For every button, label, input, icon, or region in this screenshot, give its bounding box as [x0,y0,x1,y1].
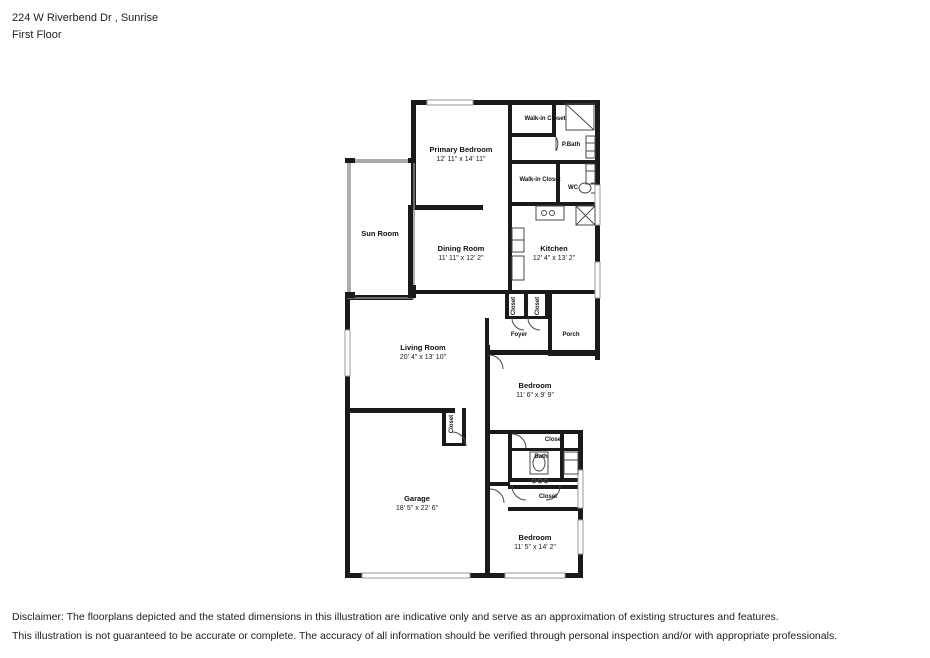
floor-label: First Floor [12,29,62,42]
room-name: Bath [534,453,548,460]
room-dimension: 12' 11" x 14' 11" [436,156,486,164]
disclaimer-line-2: This illustration is not guaranteed to be accurate or complete. The accuracy of all information should be verified through personal inspection and/or with appropriate professionals. [12,630,838,643]
room-name: WC [568,184,578,191]
room-name: Closet [448,414,455,434]
room-label [514,533,556,553]
room-label [533,244,575,264]
room-label [524,115,565,123]
room-label [519,176,560,184]
room-name: Closet [510,296,517,316]
disclaimer [12,608,918,647]
room-name: Dining Room [437,244,485,254]
room-label [396,494,438,514]
room-dimension: 11' 6" x 9' 9" [516,392,554,400]
room-name: Walk-in Closet [524,115,566,122]
room-name: Sun Room [361,228,399,238]
disclaimer-line-1: Disclaimer: The floorplans depicted and the stated dimensions in this illustration are indicative only and serve as an approximation of existing structures and features. [12,611,779,623]
room-label [562,331,579,339]
room-label [516,381,554,401]
room-label [562,141,580,149]
room-label [361,229,399,239]
room-label [430,145,493,165]
room-dimension: 12' 4" x 13' 2" [532,255,576,263]
room-dimension: 20' 4" x 13' 10" [399,354,447,362]
room-label [438,244,485,264]
room-name: Closet [534,296,541,316]
room-name: Bedroom [518,533,552,543]
room-name: Primary Bedroom [429,145,493,155]
room-name: Bedroom [518,381,552,391]
room-label [539,493,557,501]
room-name: Foyer [510,331,528,338]
room-label [534,297,542,315]
room-label [510,297,518,315]
room-label [545,436,563,444]
room-name: Garage [404,494,430,504]
room-name: Closet [544,436,564,443]
room-name: Closet [538,493,558,500]
room-name: Living Room [400,343,446,353]
room-label [511,331,527,339]
room-dimension: 18' 5" x 22' 6" [395,505,439,513]
room-name: Walk-in Closet [519,176,561,183]
room-label [568,184,578,192]
room-label [400,343,446,363]
room-label [448,415,456,433]
property-address: 224 W Riverbend Dr , Sunrise [12,12,159,24]
room-name: Porch [562,331,580,338]
room-dimension: 11' 11" x 12' 2" [438,255,484,263]
room-name: Kitchen [540,244,568,254]
room-dimension: 11' 5" x 14' 2" [514,544,556,552]
room-label [534,453,547,461]
room-name: P.Bath [561,141,581,148]
